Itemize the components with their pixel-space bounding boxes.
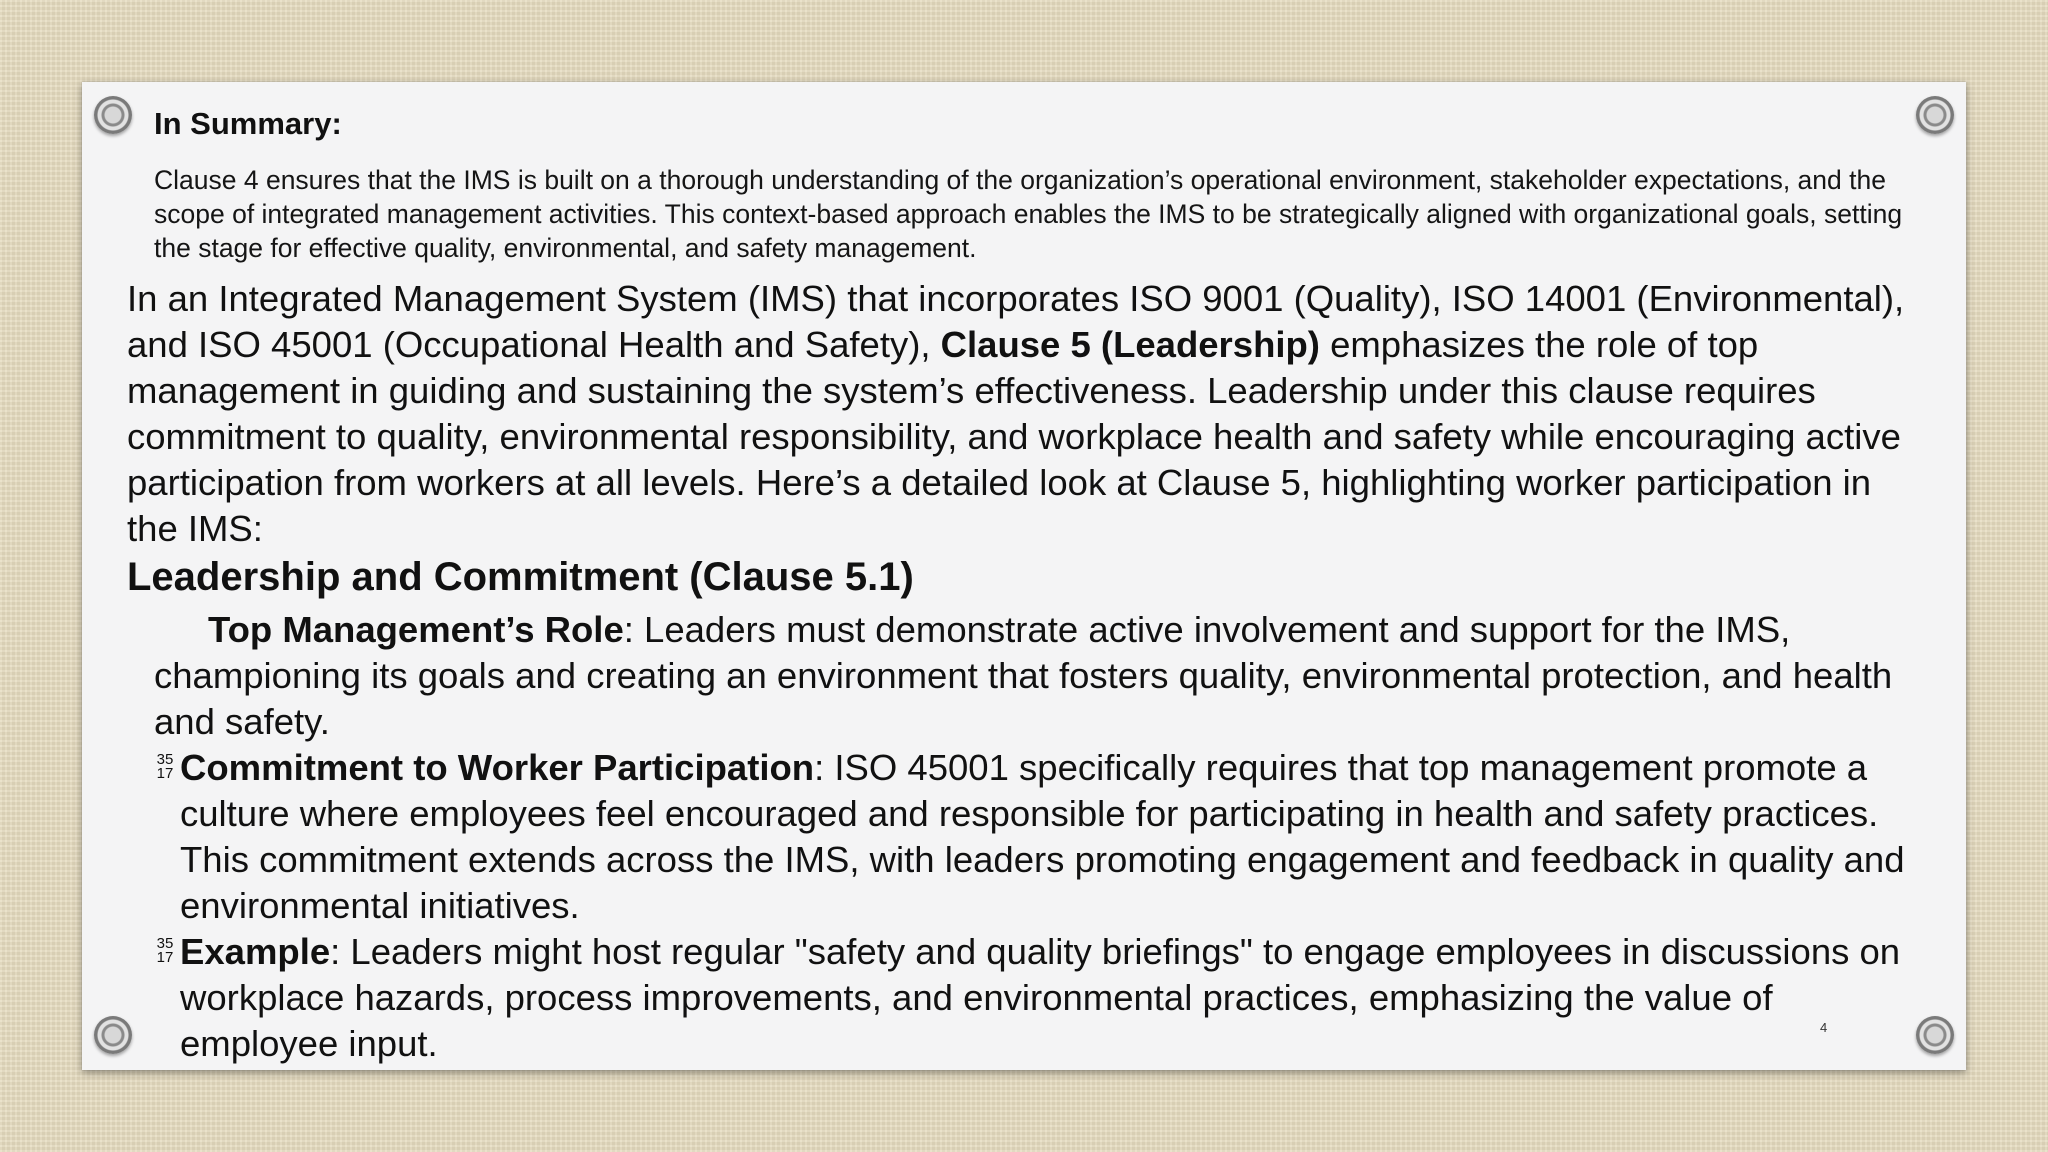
intro-bold-clause: Clause 5 (Leadership) bbox=[940, 324, 1320, 365]
rivet-icon bbox=[94, 96, 132, 134]
summary-body: Clause 4 ensures that the IMS is built on a thorough understanding of the organization’s operational environment, stakeholder expectations, and the scope of integrated management activities. This context-based approach enables the IMS to be strategically aligned with organizational goals, setting the stage for effective quality, environmental, and safety management. bbox=[154, 165, 1903, 263]
summary-heading: In Summary: bbox=[154, 106, 342, 141]
list-item bbox=[154, 607, 1944, 745]
page-number: 4 bbox=[1820, 1020, 1828, 1035]
intro-text-2: emphasizes the role of top management in guiding and sustaining the system’s effectiveness. Leadership under this clause requires commitment to quality, environmental responsibility, and workplace health and safety while encouraging active participation from workers at all levels. Here’s a detailed look at Clause 5, highlighting worker participation in the IMS: bbox=[127, 324, 1901, 549]
bullet-glyph-icon: 35 17 bbox=[156, 935, 174, 966]
item-text: : Leaders might host regular "safety and quality briefings" to engage employees in discussions on workplace hazards, process improvements, and environmental practices, emphasizing the value of employee input. bbox=[180, 931, 1901, 1064]
item-text: : ISO 45001 specifically requires that top management promote a culture where employees feel encouraged and responsible for participating in health and safety practices. This commitment extends across the IMS, with leaders promoting engagement and feedback in quality and environmental initiatives. bbox=[180, 747, 1905, 926]
rivet-icon bbox=[1916, 96, 1954, 134]
rivet-icon bbox=[94, 1016, 132, 1054]
item-title: Example bbox=[180, 931, 331, 972]
item-title: Top Management’s Role bbox=[208, 609, 624, 650]
intro-text-1: In an Integrated Management System (IMS) that incorporates ISO 9001 (Quality), ISO 14001 (Environmental), and ISO 45001 (Occupational Health and Safety), bbox=[127, 278, 1905, 365]
item-text: : Leaders must demonstrate active involvement and support for the IMS, championing its goals and creating an environment that fosters quality, environmental protection, and health and safety. bbox=[154, 609, 1893, 742]
section-heading: Leadership and Commitment (Clause 5.1) bbox=[127, 555, 914, 599]
slide bbox=[82, 82, 1966, 1070]
bullet-glyph-icon: 35 17 bbox=[156, 751, 174, 782]
intro-paragraph bbox=[127, 276, 1927, 552]
item-title: Commitment to Worker Participation bbox=[180, 747, 815, 788]
list-item bbox=[156, 745, 1940, 929]
list-item bbox=[156, 929, 1940, 1067]
